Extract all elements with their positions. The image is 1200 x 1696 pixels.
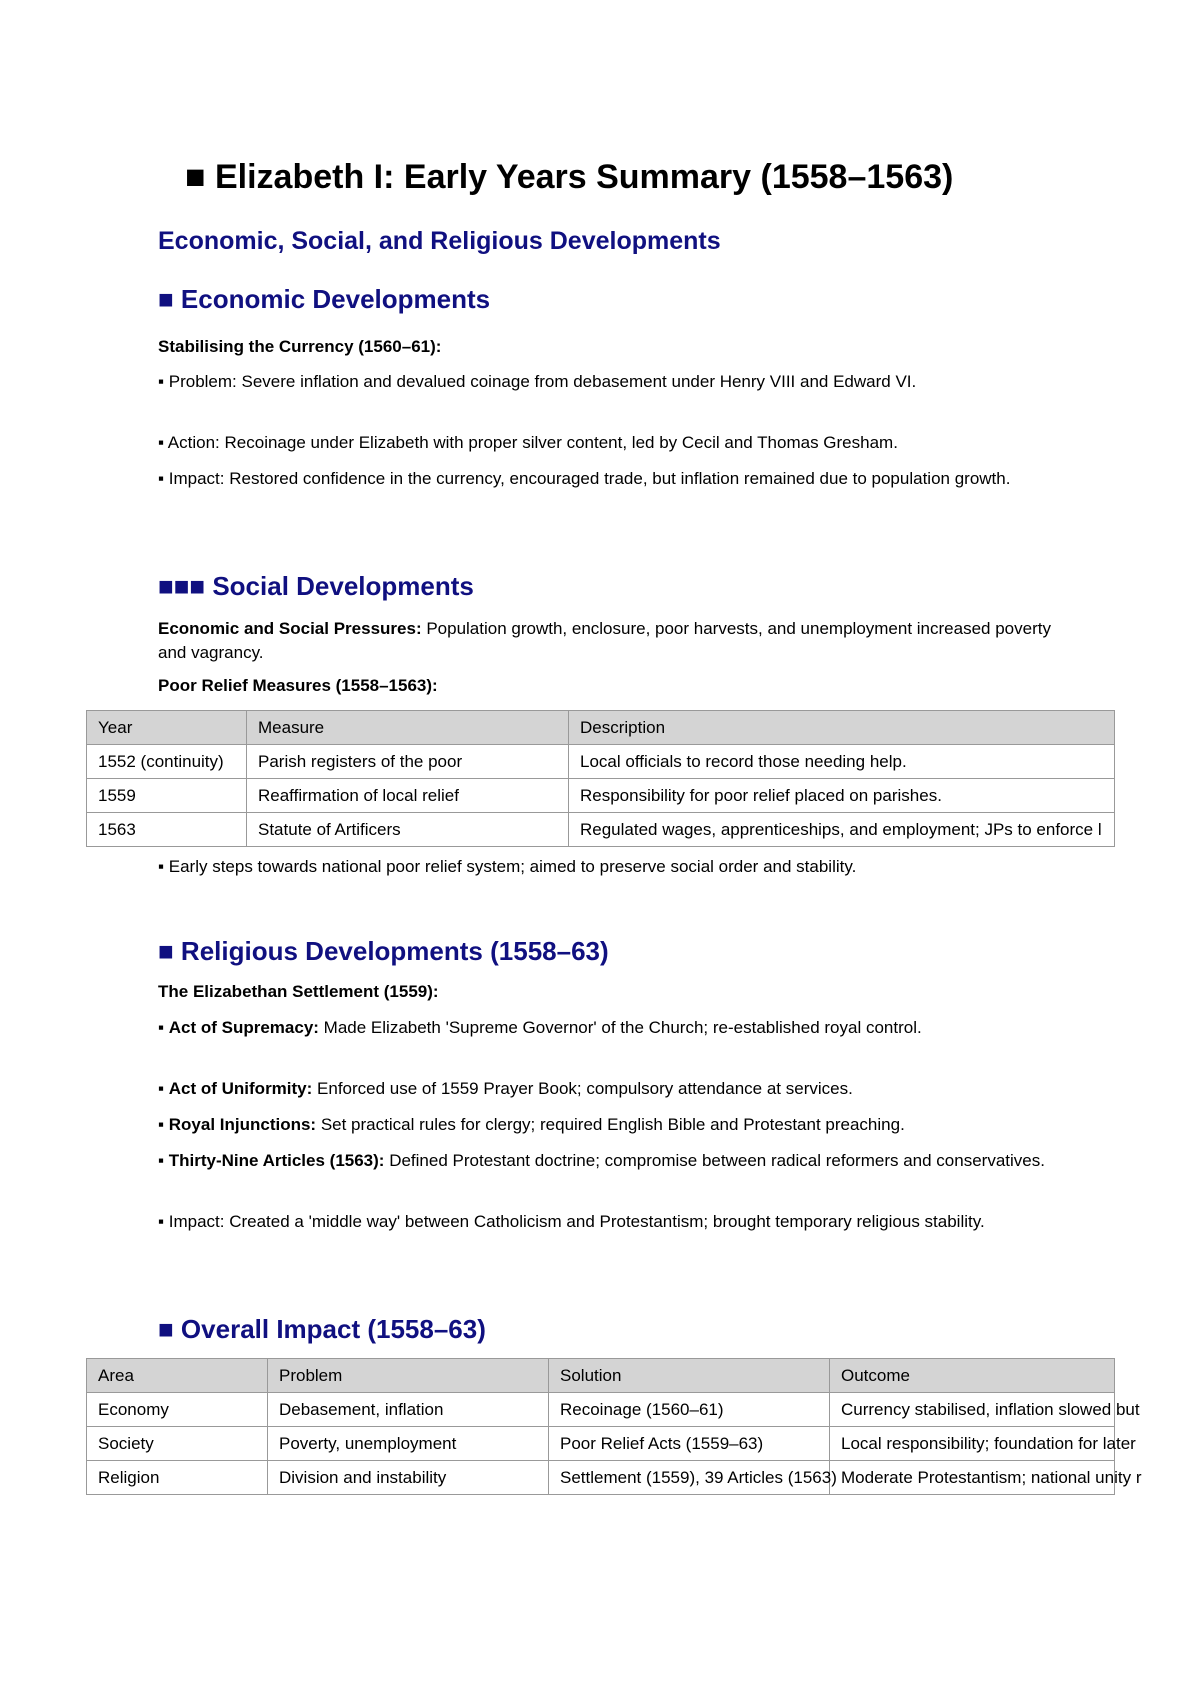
item-label: Act of Uniformity: (168, 1079, 313, 1098)
table-cell: Poverty, unemployment (268, 1427, 549, 1461)
item-text: Enforced use of 1559 Prayer Book; compulsory attendance at services. (312, 1079, 853, 1098)
table-row (87, 813, 1115, 847)
table-cell: Statute of Artificers (247, 813, 569, 847)
table-row (87, 745, 1115, 779)
table-row (87, 1427, 1115, 1461)
item-text: Made Elizabeth 'Supreme Governor' of the Church; re-established royal control. (318, 1018, 922, 1037)
table-cell: Responsibility for poor relief placed on parishes. (569, 779, 1115, 813)
table-cell: Regulated wages, apprenticeships, and employment; JPs to enforce l (569, 813, 1115, 847)
item-label: Royal Injunctions: (168, 1115, 317, 1134)
page-title: ■ Elizabeth I: Early Years Summary (1558–1563) (185, 158, 954, 196)
religious-impact: ▪ Impact: Created a 'middle way' between Catholicism and Protestantism; brought temporary religious stability. (158, 1212, 985, 1231)
item-text: Defined Protestant doctrine; compromise between radical reformers and conservatives. (384, 1151, 1045, 1170)
economic-bullet-impact: ▪ Impact: Restored confidence in the currency, encouraged trade, but inflation remained due to population growth. (158, 469, 1011, 488)
item-text: Set practical rules for clergy; required English Bible and Protestant preaching. (316, 1115, 905, 1134)
table-row (87, 1393, 1115, 1427)
bullet-mark: ▪ (158, 1115, 169, 1134)
social-pressures (158, 617, 1058, 665)
item-label: Act of Supremacy: (168, 1018, 319, 1037)
settlement-subheading: The Elizabethan Settlement (1559): (158, 982, 439, 1001)
bullet-mark: ▪ (158, 1079, 169, 1098)
table-cell: 1552 (continuity) (87, 745, 247, 779)
overall-impact-table (86, 1358, 1142, 1495)
table-header-cell: Solution (549, 1359, 830, 1393)
pressures-label: Economic and Social Pressures: (158, 619, 422, 638)
table-row (87, 1461, 1115, 1495)
religious-heading: ■ Religious Developments (1558–63) (158, 936, 609, 966)
page-subtitle: Economic, Social, and Religious Developments (158, 227, 721, 255)
table-cell: Division and instability (268, 1461, 549, 1495)
table-cell: Poor Relief Acts (1559–63) (549, 1427, 830, 1461)
table-header-row (87, 1359, 1115, 1393)
poor-relief-subheading: Poor Relief Measures (1558–1563): (158, 676, 438, 695)
bullet-mark: ▪ (158, 1151, 169, 1170)
social-note: ▪ Early steps towards national poor relief system; aimed to preserve social order and stability. (158, 857, 857, 876)
table-header-cell: Measure (247, 711, 569, 745)
table-cell: Settlement (1559), 39 Articles (1563) (549, 1461, 830, 1495)
table-cell: Local responsibility; foundation for later (830, 1427, 1115, 1461)
table-cell: Local officials to record those needing help. (569, 745, 1115, 779)
economic-bullet-action: ▪ Action: Recoinage under Elizabeth with proper silver content, led by Cecil and Thomas Gresham. (158, 433, 898, 452)
table-cell: Moderate Protestantism; national unity r (830, 1461, 1115, 1495)
bullet-mark: ▪ (158, 1018, 169, 1037)
table-header-cell: Outcome (830, 1359, 1115, 1393)
table-cell: Reaffirmation of local relief (247, 779, 569, 813)
overall-heading: ■ Overall Impact (1558–63) (158, 1314, 486, 1344)
table-row (87, 779, 1115, 813)
religious-item-uniformity (158, 1077, 1058, 1101)
religious-item-supremacy (158, 1016, 1058, 1040)
economic-bullet-problem: ▪ Problem: Severe inflation and devalued coinage from debasement under Henry VIII and Edward VI. (158, 372, 917, 391)
religious-item-articles (158, 1149, 1058, 1173)
table-cell: Parish registers of the poor (247, 745, 569, 779)
table-header-cell: Year (87, 711, 247, 745)
table-cell: Debasement, inflation (268, 1393, 549, 1427)
religious-item-injunctions (158, 1113, 1058, 1137)
poor-relief-table (86, 710, 1115, 847)
table-cell: 1559 (87, 779, 247, 813)
table-cell: Recoinage (1560–61) (549, 1393, 830, 1427)
table-header-cell: Area (87, 1359, 268, 1393)
table-cell: Religion (87, 1461, 268, 1495)
table-header-cell: Problem (268, 1359, 549, 1393)
economic-heading: ■ Economic Developments (158, 284, 491, 314)
table-cell: Society (87, 1427, 268, 1461)
table-header-row (87, 711, 1115, 745)
currency-subheading: Stabilising the Currency (1560–61): (158, 337, 442, 356)
table-cell: Economy (87, 1393, 268, 1427)
table-cell: Currency stabilised, inflation slowed but (830, 1393, 1115, 1427)
social-heading: ■■■ Social Developments (158, 571, 474, 601)
item-label: Thirty-Nine Articles (1563): (168, 1151, 385, 1170)
table-header-cell: Description (569, 711, 1115, 745)
table-cell: 1563 (87, 813, 247, 847)
pressures-text: Population growth, enclosure, poor harvests, and unemployment increased poverty and vagrancy. (158, 619, 1051, 662)
